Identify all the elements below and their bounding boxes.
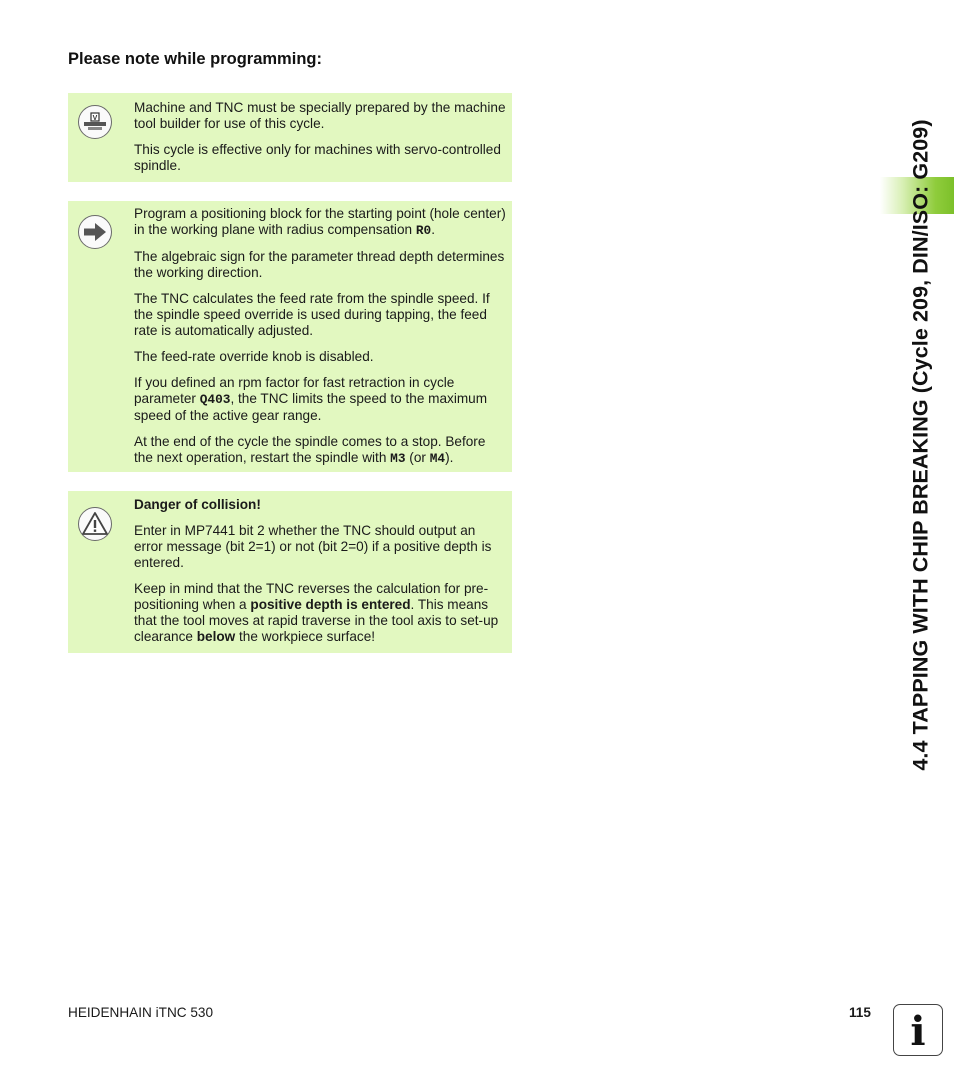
- page-number: 115: [849, 1005, 871, 1020]
- footer-product-name: HEIDENHAIN iTNC 530: [68, 1005, 214, 1020]
- tip-note-box: [68, 201, 512, 472]
- machine-note-paragraph: Machine and TNC must be specially prepared by the machine tool builder for use of this cycle.: [134, 100, 506, 132]
- tip-paragraph-spindle-stop: At the end of the cycle the spindle comes to a stop. Before the next operation, restart the spindle with M3 (or M4).: [134, 433, 486, 466]
- machine-note-box: [68, 93, 512, 182]
- code-m3: M3: [390, 450, 406, 466]
- tip-paragraph-rpm: If you defined an rpm factor for fast retraction in cycle parameter Q403, the TNC limits the speed to the maximum speed of the active gear range.: [134, 374, 488, 424]
- code-q403: Q403: [199, 391, 231, 407]
- machine-note-text: [134, 100, 506, 184]
- info-glyph: i: [910, 1010, 926, 1050]
- tip-paragraph-override: The feed-rate override knob is disabled.: [134, 348, 374, 364]
- info-icon: [893, 1004, 943, 1056]
- section-heading: Please note while programming:: [68, 50, 322, 68]
- warning-paragraph-mp7441: Enter in MP7441 bit 2 whether the TNC should output an error message (bit 2=1) or not (bit 2=0) if a positive depth is entered.: [134, 522, 492, 571]
- warning-note-box: [68, 491, 512, 653]
- machine-icon: [78, 105, 112, 139]
- warning-note-text: [134, 497, 506, 655]
- machine-icon-letter: V: [92, 115, 98, 122]
- chapter-side-title: 4.4 TAPPING WITH CHIP BREAKING (Cycle 209, DIN/ISO: G209): [908, 119, 933, 771]
- tip-paragraph-positioning: Program a positioning block for the starting point (hole center) in the working plane with radius compensation R0.: [134, 206, 506, 239]
- tip-note-text: [134, 206, 506, 477]
- tip-paragraph-feed: The TNC calculates the feed rate from the spindle speed. If the spindle speed override is used during tapping, the feed rate is automatically adjusted.: [134, 290, 490, 339]
- tip-paragraph-sign: The algebraic sign for the parameter thread depth determines the working direction.: [134, 248, 505, 281]
- warning-paragraph-positive-depth: Keep in mind that the TNC reverses the calculation for pre-positioning when a positive depth is entered. This means that the tool moves at rapid traverse in the tool axis to set-up clearance below the workpiece surface!: [134, 580, 499, 645]
- machine-note-paragraph: This cycle is effective only for machines with servo-controlled spindle.: [134, 141, 501, 174]
- warning-icon: [78, 507, 112, 541]
- side-title-container: [896, 50, 946, 840]
- code-m4: M4: [429, 450, 446, 466]
- code-r0: R0: [415, 223, 432, 239]
- warning-title: Danger of collision!: [134, 497, 261, 512]
- arrow-right-icon: [78, 215, 112, 249]
